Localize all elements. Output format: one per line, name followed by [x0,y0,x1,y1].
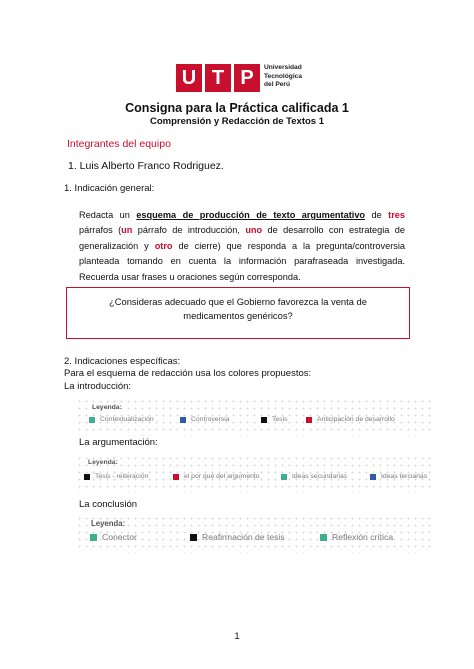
teal-square-icon [281,474,287,480]
red-square-icon [173,474,179,480]
blue-square-icon [370,474,376,480]
teal-square-icon [320,534,327,541]
question-box [66,287,410,339]
legend-item [306,416,395,423]
black-square-icon [190,534,197,541]
legend-item [173,473,260,480]
black-square-icon [84,474,90,480]
teal-square-icon [89,417,95,423]
legend-item [84,473,148,480]
legend-item-label: Anticipación de desarrollo [317,416,395,423]
team-member: 1. Luis Alberto Franco Rodriguez. [68,160,224,172]
controversy-question: ¿Consideras adecuado que el Gobierno favorezca la venta de medicamentos genéricos? [109,296,367,321]
utp-logo [176,64,316,92]
conclusion-label: La conclusión [79,499,138,510]
section-heading-general: 1. Indicación general: [64,183,155,194]
logo-letter-p: P [234,64,260,92]
document-subtitle: Comprensión y Redacción de Textos 1 [149,116,325,127]
legend-item-label: el por qué del argumento [184,473,260,480]
text-run-red: uno [245,225,263,236]
legend-item [370,473,427,480]
legend-item-label: Tesis - reiteración [95,473,149,480]
legend-item [320,532,393,542]
page-number: 1 [234,631,240,642]
section-heading-specific: 2. Indicaciones específicas: [64,356,181,367]
text-run-red: un [121,225,133,236]
legend-item [281,473,347,480]
red-square-icon [306,417,312,423]
legend-item-label: Reflexión crítica [332,532,394,542]
legend-title: Leyenda: [92,404,122,411]
text-run: Redacta un [79,210,137,220]
logo-letter-t: T [205,64,231,92]
text-run: de [365,210,389,220]
text-run: de cierre) que responda a la pregunta/controversia planteada tomando en cuenta la información parafraseada investigada. Recuerda usar frases u oraciones según corresponda. [79,240,405,282]
logo-university-name: Universidad Tecnológica del Perú [264,64,302,89]
legend-conclusion [76,515,434,553]
text-run: párrafos ( [79,225,122,236]
text-run: párrafo de introducción, [132,225,246,236]
argument-label: La argumentación: [79,437,158,448]
text-run-red: otro [154,240,173,251]
colors-instruction: Para el esquema de redacción usa los colores propuestos: [64,368,312,379]
intro-label: La introducción: [64,381,132,392]
instruction-paragraph [79,208,405,285]
text-run-red: tres [388,210,405,220]
document-title: Consigna para la Práctica calificada 1 [125,101,349,115]
legend-title: Leyenda: [91,519,126,528]
logo-letter-u: U [176,64,202,92]
text-run-emphasis: esquema de producción de texto argumentativo [136,210,366,220]
legend-item [261,416,288,423]
legend-item [190,532,285,542]
legend-item-label: Contextualización [100,416,154,423]
black-square-icon [261,417,267,423]
legend-item-label: Controversia [191,416,230,423]
legend-item [180,416,230,423]
blue-square-icon [180,417,186,423]
teal-square-icon [90,534,97,541]
text-run: de desarrollo con estrategia de generalización y [79,225,405,251]
legend-item [90,532,137,542]
team-heading: Integrantes del equipo [67,138,171,150]
legend-item-label: Ideas terciarias [381,473,428,480]
legend-item-label: Ideas secundarias [292,473,348,480]
legend-item [89,416,154,423]
legend-argumentation [76,455,434,493]
legend-item-label: Reafirmación de tesis [202,532,285,542]
legend-title: Leyenda: [88,459,118,466]
legend-item-label: Conector [102,532,137,542]
legend-introduction [76,398,434,436]
legend-item-label: Tesis [272,416,288,423]
